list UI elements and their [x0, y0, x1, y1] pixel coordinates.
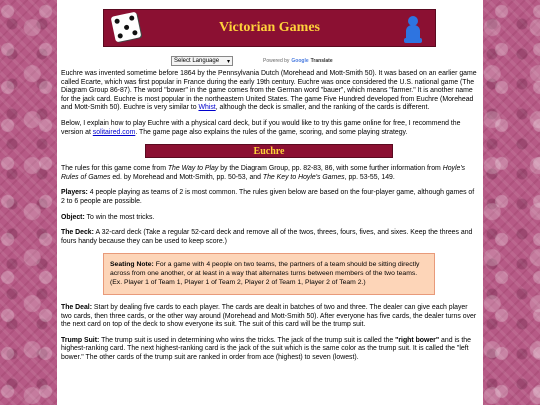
page-content: [57, 0, 483, 405]
right-bower-term: "right bower": [395, 336, 440, 344]
google-logo: Google: [291, 58, 309, 64]
translate-widget: [171, 55, 333, 67]
object-paragraph: [61, 214, 477, 223]
trump-text: It is called the "left bower." The other cards of the trump suit are ranked in order from ace (highest) to seven (lowest).: [61, 345, 469, 362]
online-paragraph: [61, 120, 477, 137]
deal-label: The Deal:: [61, 304, 93, 312]
section-heading: Euchre: [145, 144, 393, 158]
intro-text: Euchre was invented sometime before 1864 by the Pennsylvania Dutch (Morehead and Mott-Smith 50). It was based on an earlier game called Ecarte, which was first popular in France during the early 19th century. Euchre was once considered the U.S. national game (The Diagram Group 86-87). The word "bower" in the game comes from the German word "bauer", which means "farmer." It is another name for the jack card. Euchre is most popular in the northeastern United States. The game Five Hundred developed from Euchre (Morehead and Mott-Smith 50). Euchre is very similar to: [61, 70, 477, 112]
powered-by-label: Powered by: [263, 58, 290, 64]
deck-paragraph: [61, 229, 477, 246]
seating-text: For a game with 4 people on two teams, the partners of a team should be sitting directly across from one another, or at least in a way that alternates turns between members of the two teams. (Ex. Player 1 of Team 1, Player 1 of Team 2, Player 2 of Team 1, Player 2 of Team 2.): [110, 261, 420, 286]
article-body: [61, 70, 477, 370]
intro-paragraph: [61, 70, 477, 113]
site-banner[interactable]: [103, 9, 436, 47]
object-text: To win the most tricks.: [84, 213, 155, 221]
online-text-end: . The game page also explains the rules of the game, scoring, and some playing strategy.: [135, 128, 408, 136]
intro-text-end: , although the deck is smaller, and the ranking of the cards is different.: [215, 104, 430, 112]
deal-text: Start by dealing five cards to each player. The cards are dealt in batches of two and three. The dealer can give each player two cards, then three cards, or the other way around (Morehead and Mott-Smith 50). After everyone has five cards, the dealer turns over the next card on top of the deck to show everyone its suit. The suit of this card will be the trump suit.: [61, 304, 477, 329]
book-title: The Way to Play: [167, 165, 219, 173]
source-paragraph: [61, 165, 477, 182]
language-select-label: Select Language: [174, 58, 220, 64]
deck-label: The Deck:: [61, 229, 94, 237]
powered-by-google[interactable]: [263, 58, 333, 64]
deck-text: A 32-card deck (Take a regular 52-card deck and remove all of the twos, threes, fours, fives, and sixes. Keep the threes and fours handy because they can be used to keep score.): [61, 229, 473, 245]
deal-paragraph: [61, 304, 477, 330]
book-title: Hoyle's Rules of Games: [61, 165, 466, 181]
trump-text: and is the highest-ranking card. The next highest-ranking card is the jack of the suit which is the same color as the trump suit.: [61, 336, 471, 353]
seating-label: Seating Note:: [110, 261, 154, 269]
source-text: ed. by Morehead and Mott-Smith, pp. 50-53, and: [110, 173, 263, 181]
book-title: The Key to Hoyle's Games: [262, 173, 345, 181]
players-text: 4 people playing as teams of 2 is most common. The rules given below are based on the four-player game, although games of 2 to 6 people are possible.: [61, 189, 475, 205]
seating-note: [103, 253, 435, 295]
solitaired-link[interactable]: solitaired.com: [92, 128, 136, 136]
source-text: by the Diagram Group, pp. 82-83, 86, with some further information from: [218, 165, 443, 173]
trump-text: The trump suit is used in determining who wins the tricks. The jack of the trump suit is called the: [99, 336, 396, 344]
players-label: Players:: [61, 189, 88, 197]
chevron-down-icon: ▾: [226, 58, 230, 65]
trump-label: Trump Suit:: [61, 336, 100, 344]
online-text: Below, I explain how to play Euchre with a physical card deck, but if you would like to try this game online for free, I recommend the version at: [61, 119, 461, 136]
site-title: Victorian Games: [219, 20, 320, 35]
object-label: Object:: [61, 213, 85, 221]
pawn-icon: [405, 16, 421, 44]
translate-label: Translate: [310, 58, 333, 64]
source-text: , pp. 53-55, 149.: [344, 173, 395, 181]
language-select[interactable]: [171, 56, 233, 66]
players-paragraph: [61, 189, 477, 206]
trump-paragraph: [61, 337, 477, 363]
source-text: The rules for this game come from: [61, 165, 168, 173]
whist-link[interactable]: Whist: [198, 104, 216, 112]
